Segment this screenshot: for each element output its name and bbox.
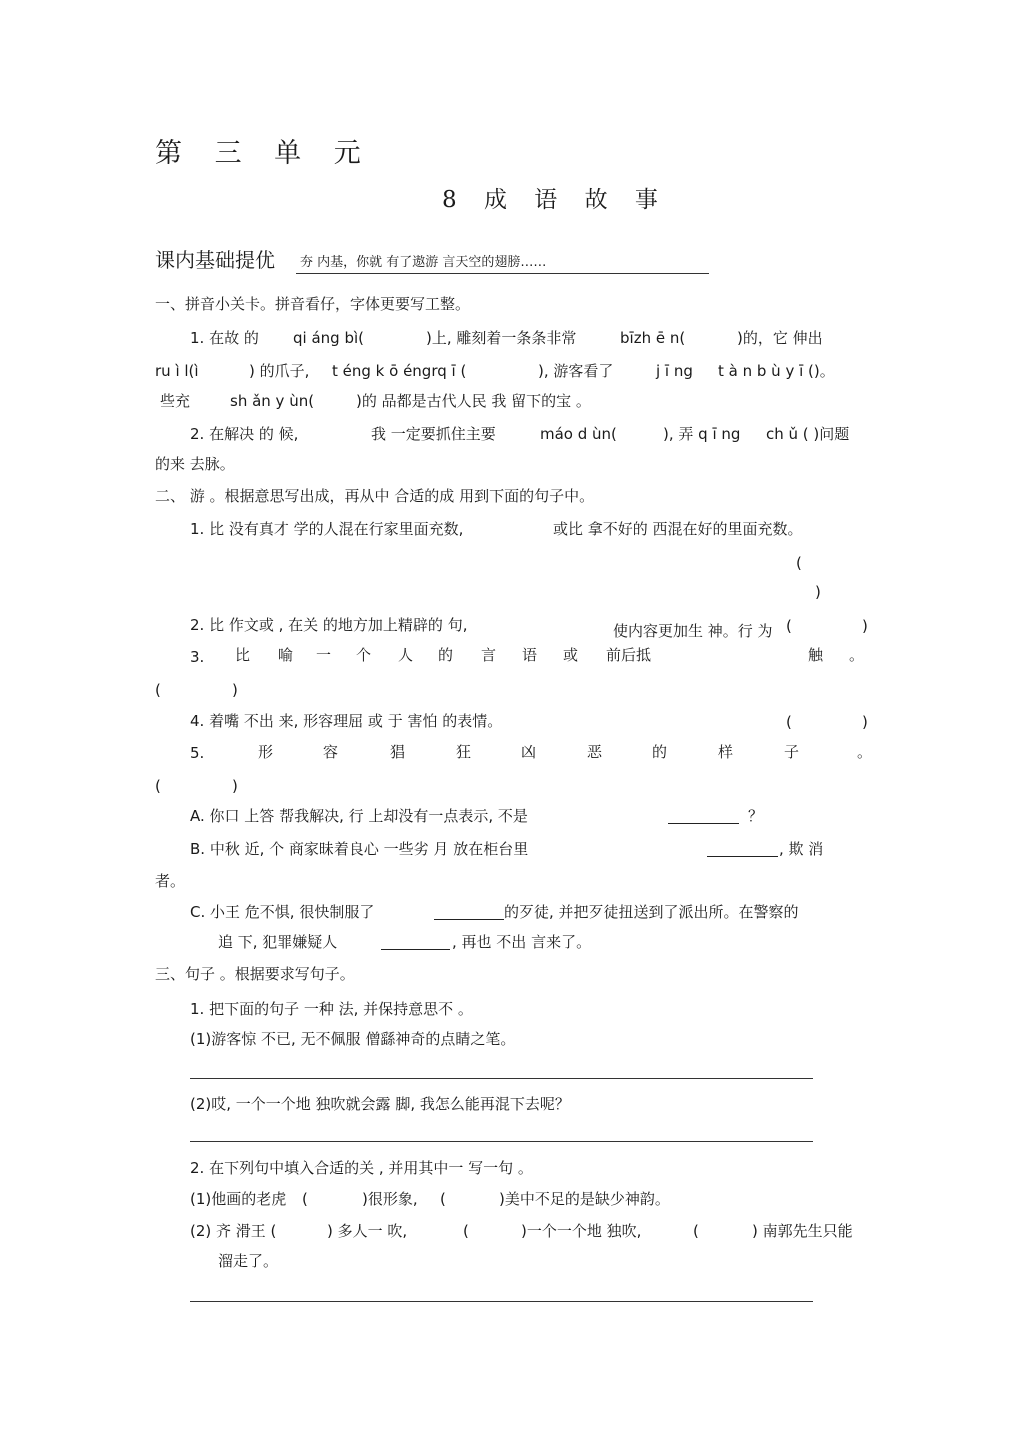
p1-q2-l2: 的来 去脉。 xyxy=(155,455,235,473)
p2-q1-a: 1. 比 没有真才 学的人混在行家里面充数, xyxy=(190,520,464,538)
p1-q1-l1-a: 1. 在故 的 xyxy=(190,329,259,347)
p2-q3-c11: 触 xyxy=(808,646,824,664)
p2-C-end: , 再也 不出 言来了。 xyxy=(452,933,592,951)
p3-q1-2: (2)哎, 一个一个地 独吹就会露 脚, 我怎么能再混下去呢？ xyxy=(190,1095,570,1113)
p2-q2-a: 2. 比 作文或 , 在关 的地方加上精辟的 句, xyxy=(190,616,468,634)
p2-q5-c7: 的 xyxy=(652,743,668,761)
p2-C-line2: 追 下, 犯罪嫌疑人 xyxy=(218,933,338,951)
p2-B-text: B. 中秋 近, 个 商家昧着良心 一些劣 月 放在柜台里 xyxy=(190,840,529,858)
p1-q1-l3-b: sh ǎn y ùn( xyxy=(230,392,315,410)
p2-q1-paren-open: ( xyxy=(796,554,802,572)
p2-A-end: ？ xyxy=(748,807,764,825)
p1-q1-l1-d: bīzh ē n( xyxy=(620,329,686,347)
p2-q3-c4: 个 xyxy=(356,646,372,664)
p2-q3-c1: 比 xyxy=(235,646,251,664)
p2-q3-c12: 。 xyxy=(849,646,865,664)
p2-q2-b: 使内容更加生 神。行 为 xyxy=(613,622,773,640)
p3-q2-2-b: ) 多人一 吹, xyxy=(327,1222,408,1240)
p3-q1-1-answer-line[interactable] xyxy=(190,1078,813,1079)
p2-q5-c0: 5. xyxy=(190,744,205,762)
p2-q5-c1: 形 xyxy=(258,743,274,761)
p3-q2-2-cont: 溜走了。 xyxy=(218,1252,279,1270)
p2-q3-c0: 3. xyxy=(190,648,205,666)
p3-q2-answer-line[interactable] xyxy=(190,1301,813,1302)
p2-q4-a: 4. 着嘴 不出 来, 形容理屈 或 于 害怕 的表情。 xyxy=(190,712,503,730)
p2-q3-c10: 前后抵 xyxy=(606,646,652,664)
p2-C-mid: 的歹徒, 并把歹徒扭送到了派出所。在警察的 xyxy=(504,903,799,921)
p2-q5-c10: 。 xyxy=(857,743,873,761)
part1-heading: 一、拼音小关卡。拼音看仔，字体更要写工整。 xyxy=(155,295,471,313)
p1-q1-l2-f: t à n b ù y ī ()。 xyxy=(718,362,835,380)
p1-q1-l1-c: )上, 雕刻着一条条非常 xyxy=(426,329,577,347)
p3-q2-2-f: ) 南郭先生只能 xyxy=(752,1222,853,1240)
p2-q3-c9: 或 xyxy=(563,646,579,664)
p2-q5-c6: 恶 xyxy=(587,743,603,761)
p3-q2-1-e: )美中不足的是缺少神韵。 xyxy=(499,1190,670,1208)
p2-C-blank2[interactable] xyxy=(381,949,450,950)
p3-q2-1-a: (1)他画的老虎 xyxy=(190,1190,287,1208)
p2-q5-c2: 容 xyxy=(323,743,339,761)
p3-q2-2-a: (2) 齐 滑王 ( xyxy=(190,1222,277,1240)
p2-q2-c: ( xyxy=(786,617,792,635)
p1-q1-l2-b: ) 的爪子, xyxy=(249,362,310,380)
p1-q1-l1-e: )的，它 伸出 xyxy=(737,329,823,347)
p1-q2-l1-a: 2. 在解决 的 候, xyxy=(190,425,299,443)
p2-q5-c5: 凶 xyxy=(521,743,537,761)
section-title: 课内基础提优 xyxy=(155,248,275,272)
p2-q5-paren-open: ( xyxy=(155,777,161,795)
p2-q1-b: 或比 拿不好的 西混在好的里面充数。 xyxy=(553,520,803,538)
p1-q2-l1-c: máo d ùn( xyxy=(540,425,617,443)
p2-q1-paren-close: ) xyxy=(815,583,821,601)
p2-q4-b: ( xyxy=(786,713,792,731)
p2-q5-c9: 子 xyxy=(784,743,800,761)
p1-q1-l2-e: j ī ng xyxy=(656,362,693,380)
p1-q2-l1-e: ch ǔ ( )问题 xyxy=(766,425,850,443)
p2-q3-c7: 言 xyxy=(481,646,497,664)
p1-q2-l1-d: ), 弄 q ī ng xyxy=(663,425,741,443)
p1-q1-l2-a: ru ì l(ì xyxy=(155,362,199,380)
p2-C-blank1[interactable] xyxy=(434,919,504,920)
p1-q1-l3-c: )的 品都是古代人民 我 留下的宝 。 xyxy=(356,392,591,410)
section-underline xyxy=(296,273,709,274)
p3-q2-1-c: )很形象, xyxy=(362,1190,418,1208)
p1-q2-l1-b: 我 一定要抓住主要 xyxy=(371,425,496,443)
p3-q1-2-answer-line[interactable] xyxy=(190,1141,813,1142)
p2-q2-d: ) xyxy=(862,617,868,635)
p1-q1-l3-a: 些充 xyxy=(160,392,191,410)
p2-q4-c: ) xyxy=(862,713,868,731)
p2-q3-c6: 的 xyxy=(438,646,454,664)
p1-q1-l1-b: qi áng bì( xyxy=(293,329,364,347)
p3-q2-2-e: ( xyxy=(693,1222,699,1240)
p2-q5-paren-close: ) xyxy=(232,777,238,795)
p1-q1-l2-d: ), 游客看了 xyxy=(538,362,614,380)
p2-q5-c8: 样 xyxy=(718,743,734,761)
unit-title: 第 三 单 元 xyxy=(155,138,373,169)
p2-q5-c3: 猖 xyxy=(390,743,406,761)
p2-A-text: A. 你口 上答 帮我解决, 行 上却没有一点表示, 不是 xyxy=(190,807,528,825)
p2-B-end: , 欺 消 xyxy=(779,840,824,858)
p2-q3-paren-open: ( xyxy=(155,681,161,699)
p2-q5-c4: 狂 xyxy=(456,743,472,761)
p3-q2: 2. 在下列句中填入合适的关 , 并用其中一 写一句 。 xyxy=(190,1159,533,1177)
part2-heading: 二、 游 。根据意思写出成，再从中 合适的成 用到下面的句子中。 xyxy=(155,487,595,505)
p2-q3-c3: 一 xyxy=(316,646,332,664)
p2-q3-c5: 人 xyxy=(398,646,414,664)
p2-B-cont: 者。 xyxy=(155,872,186,890)
p2-q3-c2: 喻 xyxy=(278,646,294,664)
section-motto: 夯 内基，你就 有了遨游 言天空的翅膀…… xyxy=(300,255,547,270)
lesson-title: 8 成 语 故 事 xyxy=(442,187,668,213)
p3-q1-1: (1)游客惊 不已, 无不佩服 僧繇神奇的点睛之笔。 xyxy=(190,1030,516,1048)
p3-q2-2-d: )一个一个地 独吹, xyxy=(521,1222,642,1240)
p2-B-blank[interactable] xyxy=(707,856,778,857)
p2-q3-paren-close: ) xyxy=(232,681,238,699)
p3-q2-1-b: ( xyxy=(302,1190,308,1208)
p3-q2-2-c: ( xyxy=(463,1222,469,1240)
p3-q1: 1. 把下面的句子 一种 法, 并保持意思不 。 xyxy=(190,1000,473,1018)
p1-q1-l2-c: t éng k ō éngrq ī ( xyxy=(332,362,467,380)
part3-heading: 三、句子 。根据要求写句子。 xyxy=(155,965,355,983)
p3-q2-1-d: ( xyxy=(440,1190,446,1208)
p2-q3-c8: 语 xyxy=(522,646,538,664)
p2-C-text: C. 小王 危不惧, 很快制服了 xyxy=(190,903,375,921)
p2-A-blank[interactable] xyxy=(668,823,739,824)
